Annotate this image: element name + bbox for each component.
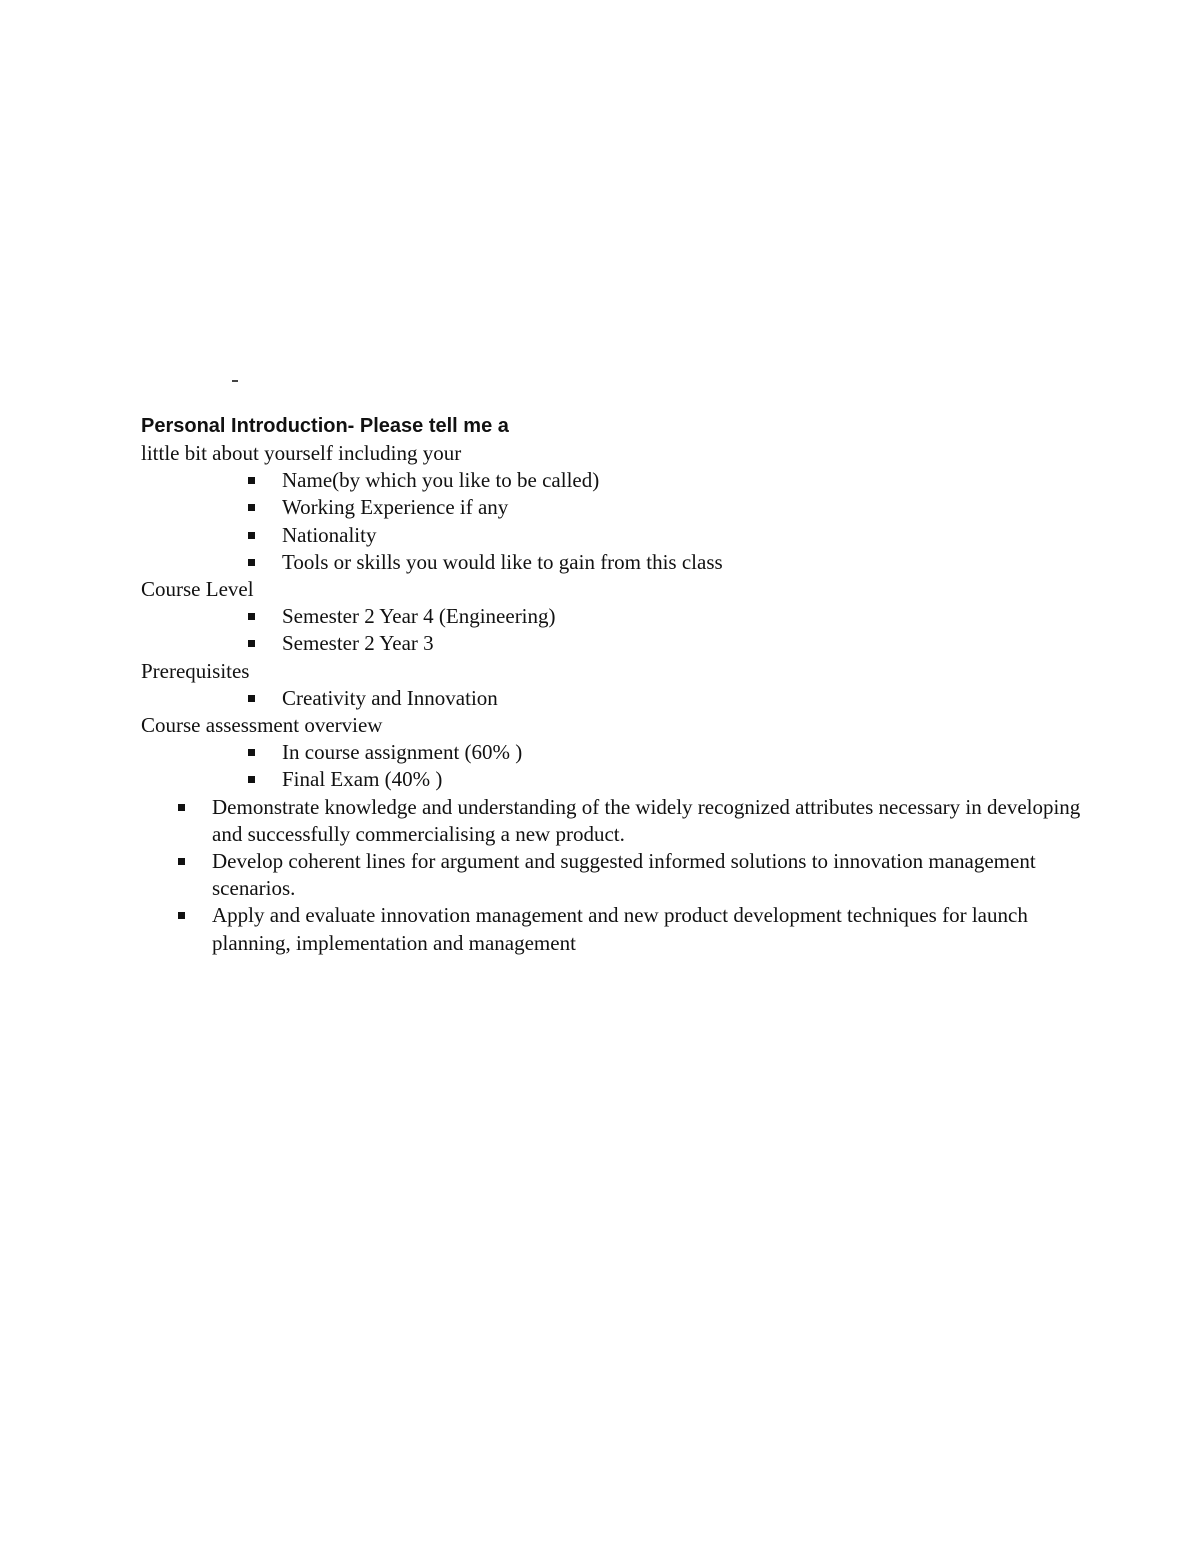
list-item	[282, 549, 1081, 576]
square-bullet-icon	[248, 640, 255, 647]
square-bullet-icon	[178, 858, 185, 865]
prerequisites-label: Prerequisites	[141, 658, 250, 683]
list-item	[282, 522, 1081, 549]
square-bullet-icon	[178, 804, 185, 811]
document-body	[141, 412, 1081, 957]
assessment-list	[141, 739, 1081, 793]
list-item	[282, 685, 1081, 712]
list-item-text: Working Experience if any	[282, 495, 509, 520]
list-item-text: Name(by which you like to be called)	[282, 468, 600, 493]
list-item	[212, 902, 1081, 956]
list-item-text: Nationality	[282, 522, 377, 547]
learning-outcomes-list	[141, 794, 1081, 957]
square-bullet-icon	[248, 749, 255, 756]
list-item-text: Semester 2 Year 3	[282, 631, 434, 656]
list-item	[282, 494, 1081, 521]
intro-list	[141, 467, 1081, 576]
assessment-label: Course assessment overview	[141, 713, 383, 738]
list-item-text: Creativity and Innovation	[282, 685, 498, 710]
list-item-text: In course assignment (60% )	[282, 740, 523, 765]
list-item	[282, 630, 1081, 657]
list-item	[282, 603, 1081, 630]
square-bullet-icon	[178, 912, 185, 919]
list-item-text: Final Exam (40% )	[282, 767, 443, 792]
list-item	[212, 794, 1081, 848]
course-level-label: Course Level	[141, 577, 254, 602]
stray-mark	[232, 380, 238, 382]
square-bullet-icon	[248, 532, 255, 539]
square-bullet-icon	[248, 776, 255, 783]
outcome-text: Demonstrate knowledge and understanding of the widely recognized attributes necessary in developing and successfully commercialising a new product.	[212, 794, 1081, 846]
list-item	[282, 766, 1081, 793]
outcome-text: Apply and evaluate innovation management and new product development techniques for launch planning, implementation and management	[212, 903, 1028, 955]
list-item	[212, 848, 1081, 902]
square-bullet-icon	[248, 695, 255, 702]
list-item-text: Tools or skills you would like to gain from this class	[282, 549, 723, 574]
intro-text: little bit about yourself including your	[141, 441, 462, 465]
prerequisites-list	[141, 685, 1081, 712]
square-bullet-icon	[248, 559, 255, 566]
outcome-text: Develop coherent lines for argument and suggested informed solutions to innovation management scenarios.	[212, 849, 1036, 901]
section-heading: Personal Introduction- Please tell me a	[141, 415, 509, 437]
course-level-list	[141, 603, 1081, 657]
square-bullet-icon	[248, 477, 255, 484]
square-bullet-icon	[248, 613, 255, 620]
square-bullet-icon	[248, 504, 255, 511]
list-item	[282, 467, 1081, 494]
list-item-text: Semester 2 Year 4 (Engineering)	[282, 604, 556, 629]
list-item	[282, 739, 1081, 766]
